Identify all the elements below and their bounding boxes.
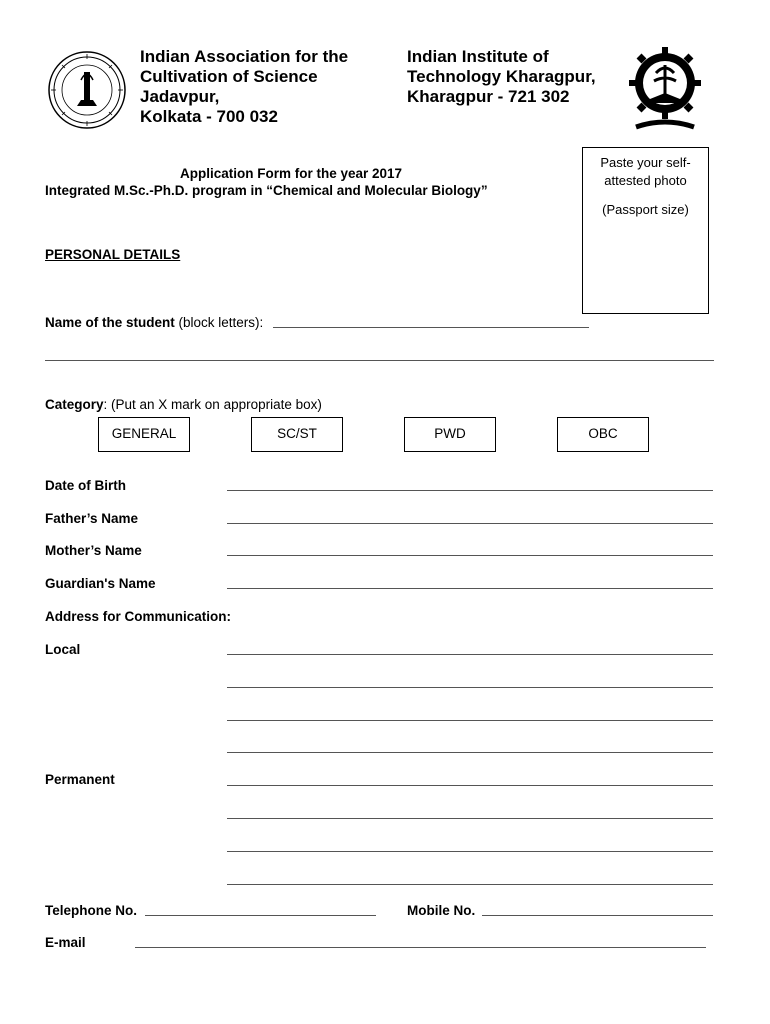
- guardian-name-label: Guardian's Name: [45, 576, 156, 591]
- permanent-address-field-3[interactable]: [227, 851, 713, 852]
- mobile-field[interactable]: [482, 915, 713, 916]
- iacs-line-4: Kolkata - 700 032: [140, 107, 278, 126]
- photo-line-1: Paste your self-: [600, 155, 691, 170]
- dob-field[interactable]: [227, 490, 713, 491]
- local-address-field-3[interactable]: [227, 720, 713, 721]
- student-name-hint: (block letters):: [174, 315, 264, 330]
- local-address-label: Local: [45, 642, 81, 657]
- iit-address: [407, 47, 596, 107]
- father-name-field[interactable]: [227, 523, 713, 524]
- photo-line-2: attested photo: [604, 173, 687, 188]
- dob-label: Date of Birth: [45, 478, 126, 493]
- photo-line-3: (Passport size): [602, 202, 689, 217]
- permanent-address-field-4[interactable]: [227, 884, 713, 885]
- iit-kgp-logo: [626, 45, 704, 135]
- category-box-general[interactable]: GENERAL: [98, 417, 190, 452]
- program-title: Integrated M.Sc.-Ph.D. program in “Chemical and Molecular Biology”: [45, 183, 488, 198]
- mother-name-field[interactable]: [227, 555, 713, 556]
- iacs-seal: [47, 50, 127, 130]
- local-address-field-1[interactable]: [227, 654, 713, 655]
- category-label: [45, 397, 322, 413]
- section-title: PERSONAL DETAILS: [45, 247, 181, 262]
- mother-name-label: Mother’s Name: [45, 543, 142, 558]
- guardian-name-field[interactable]: [227, 588, 713, 589]
- iacs-line-1: Indian Association for the: [140, 47, 349, 66]
- category-box-obc[interactable]: OBC: [557, 417, 649, 452]
- father-name-label: Father’s Name: [45, 511, 139, 526]
- telephone-label: Telephone No.: [45, 903, 138, 918]
- category-hint: : (Put an X mark on appropriate box): [103, 397, 322, 412]
- permanent-address-field-2[interactable]: [227, 818, 713, 819]
- category-label-text: Category: [45, 397, 104, 412]
- student-name-field-line-2[interactable]: [45, 360, 714, 361]
- permanent-address-label: Permanent: [45, 772, 115, 787]
- local-address-field-2[interactable]: [227, 687, 713, 688]
- permanent-address-field-1[interactable]: [227, 785, 713, 786]
- mobile-label: Mobile No.: [407, 903, 476, 918]
- email-label: E-mail: [45, 935, 86, 950]
- category-box-sc-st[interactable]: SC/ST: [251, 417, 343, 452]
- student-name-field[interactable]: [273, 327, 589, 328]
- iit-line-3: Kharagpur - 721 302: [407, 87, 570, 106]
- photo-box: [582, 147, 709, 314]
- local-address-field-4[interactable]: [227, 752, 713, 753]
- category-box-pwd[interactable]: PWD: [404, 417, 496, 452]
- iacs-address: [140, 47, 348, 127]
- address-label: Address for Communication:: [45, 609, 232, 624]
- student-name-label: [45, 315, 263, 331]
- iit-line-1: Indian Institute of: [407, 47, 549, 66]
- iit-line-2: Technology Kharagpur,: [407, 67, 596, 86]
- iacs-line-2: Cultivation of Science: [140, 67, 318, 86]
- form-title: Application Form for the year 2017: [180, 166, 403, 181]
- iacs-line-3: Jadavpur,: [140, 87, 220, 106]
- student-name-label-text: Name of the student: [45, 315, 175, 330]
- telephone-field[interactable]: [145, 915, 376, 916]
- email-field[interactable]: [135, 947, 706, 948]
